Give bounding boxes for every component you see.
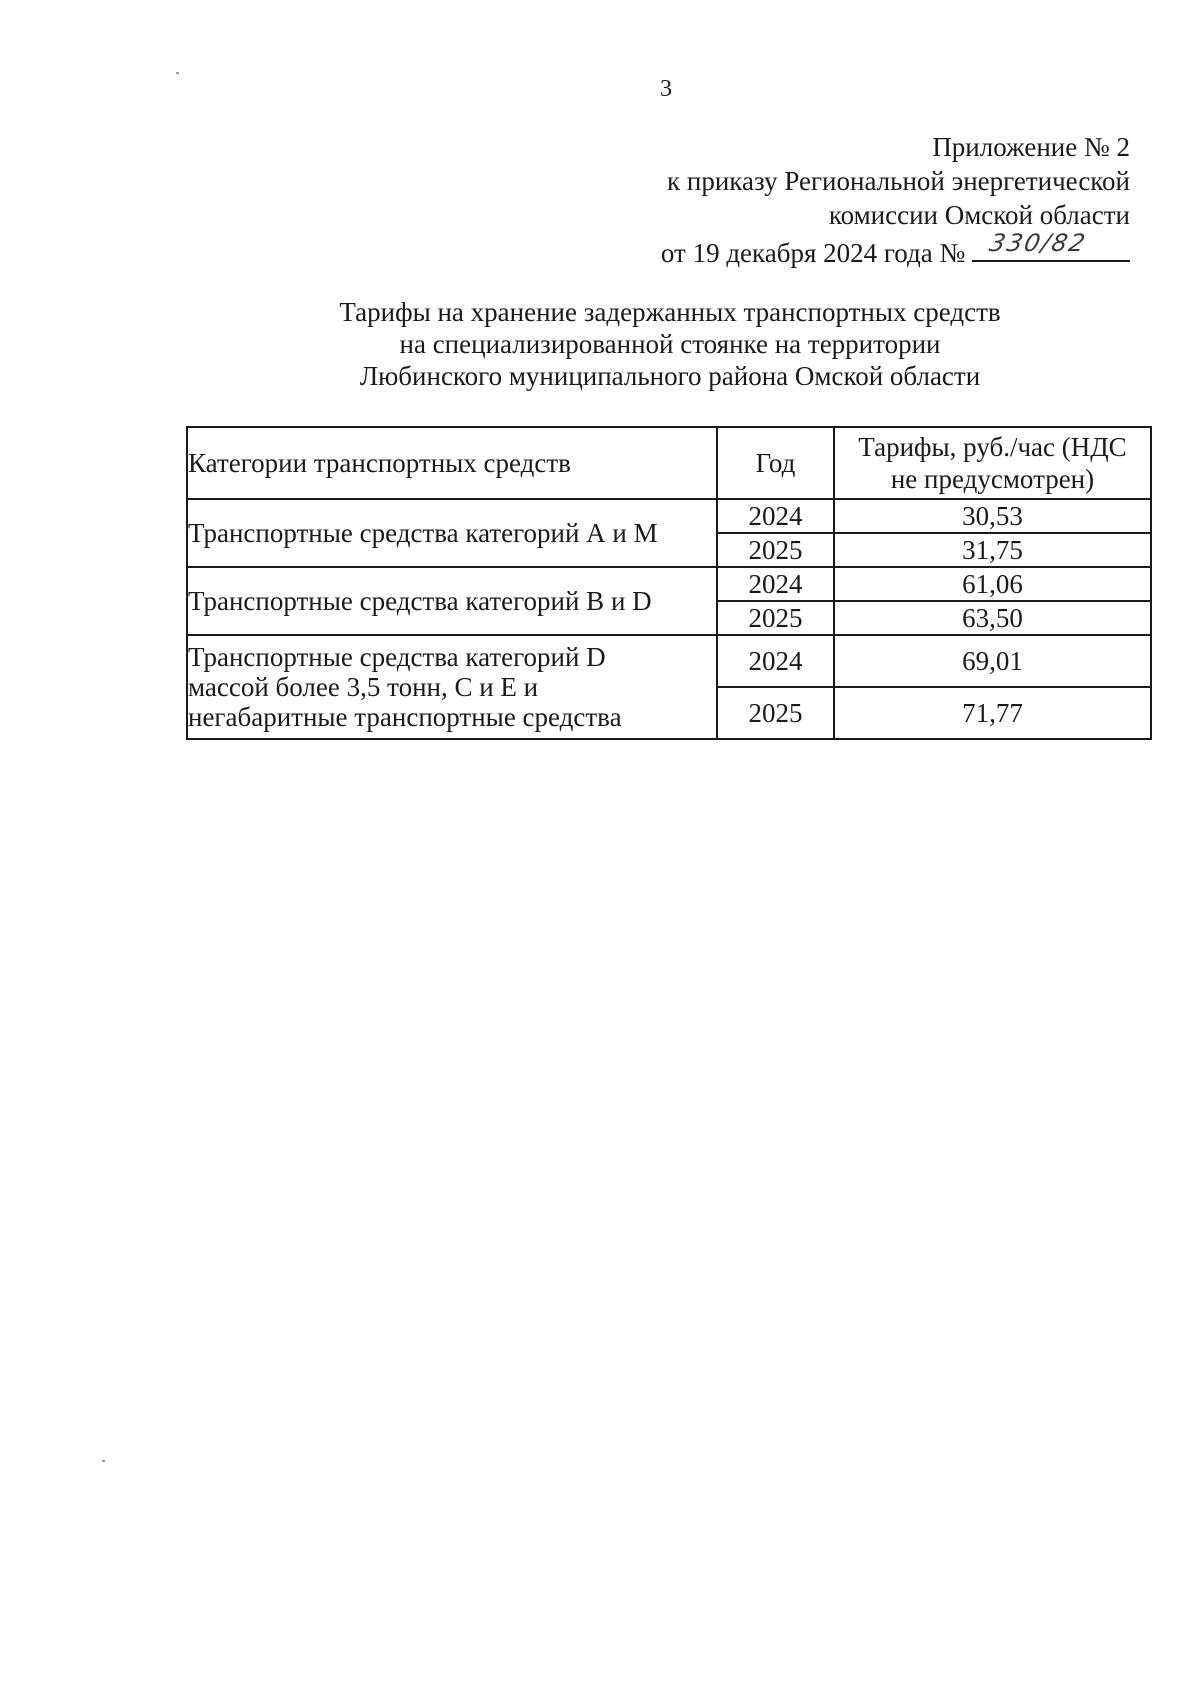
tariff-cell: 30,53 [834, 499, 1151, 533]
appendix-header [530, 130, 1130, 270]
appendix-label: Приложение № 2 [932, 132, 1130, 162]
title-line1: Тарифы на хранение задержанных транспортных средств [339, 297, 1001, 327]
category-line2: массой более 3,5 тонн, С и Е и [188, 672, 539, 702]
table-row [187, 567, 1151, 601]
year-cell: 2024 [717, 499, 834, 533]
year-cell: 2025 [717, 687, 834, 739]
category-cell: Транспортные средства категорий А и М [187, 499, 717, 567]
order-date-prefix: от 19 декабря 2024 года № [660, 238, 966, 268]
tariff-cell: 63,50 [834, 601, 1151, 635]
tariff-cell: 71,77 [834, 687, 1151, 739]
table-row [187, 635, 1151, 687]
header-tariff-line2: не предусмотрен) [890, 464, 1095, 494]
scan-speck [176, 72, 179, 74]
order-date-line [530, 229, 1130, 270]
tariff-table [186, 426, 1152, 740]
year-cell: 2024 [717, 635, 834, 687]
order-reference-line1: к приказу Региональной энергетической [667, 166, 1130, 196]
year-cell: 2024 [717, 567, 834, 601]
category-line1: Транспортные средства категорий D [188, 642, 606, 672]
category-cell [187, 635, 717, 739]
category-cell: Транспортные средства категорий В и D [187, 567, 717, 635]
table-header-row [187, 427, 1151, 499]
tariff-cell: 31,75 [834, 533, 1151, 567]
scan-speck [102, 1460, 105, 1462]
tariff-cell: 69,01 [834, 635, 1151, 687]
tariff-cell: 61,06 [834, 567, 1151, 601]
header-category: Категории транспортных средств [187, 427, 717, 499]
year-cell: 2025 [717, 533, 834, 567]
page-number: 3 [660, 76, 672, 102]
order-number-handwritten: 330/82 [987, 229, 1090, 257]
header-tariff-line1: Тарифы, руб./час (НДС [858, 432, 1127, 462]
category-line3: негабаритные транспортные средства [188, 702, 622, 732]
order-number-field [972, 229, 1130, 262]
title-line3: Любинского муниципального района Омской области [359, 361, 981, 391]
year-cell: 2025 [717, 601, 834, 635]
header-year: Год [717, 427, 834, 499]
title-line2: на специализированной стоянке на территории [399, 329, 941, 359]
document-title [280, 296, 1060, 392]
header-tariff [834, 427, 1151, 499]
order-reference-line2: комиссии Омской области [828, 200, 1130, 230]
table-row [187, 499, 1151, 533]
